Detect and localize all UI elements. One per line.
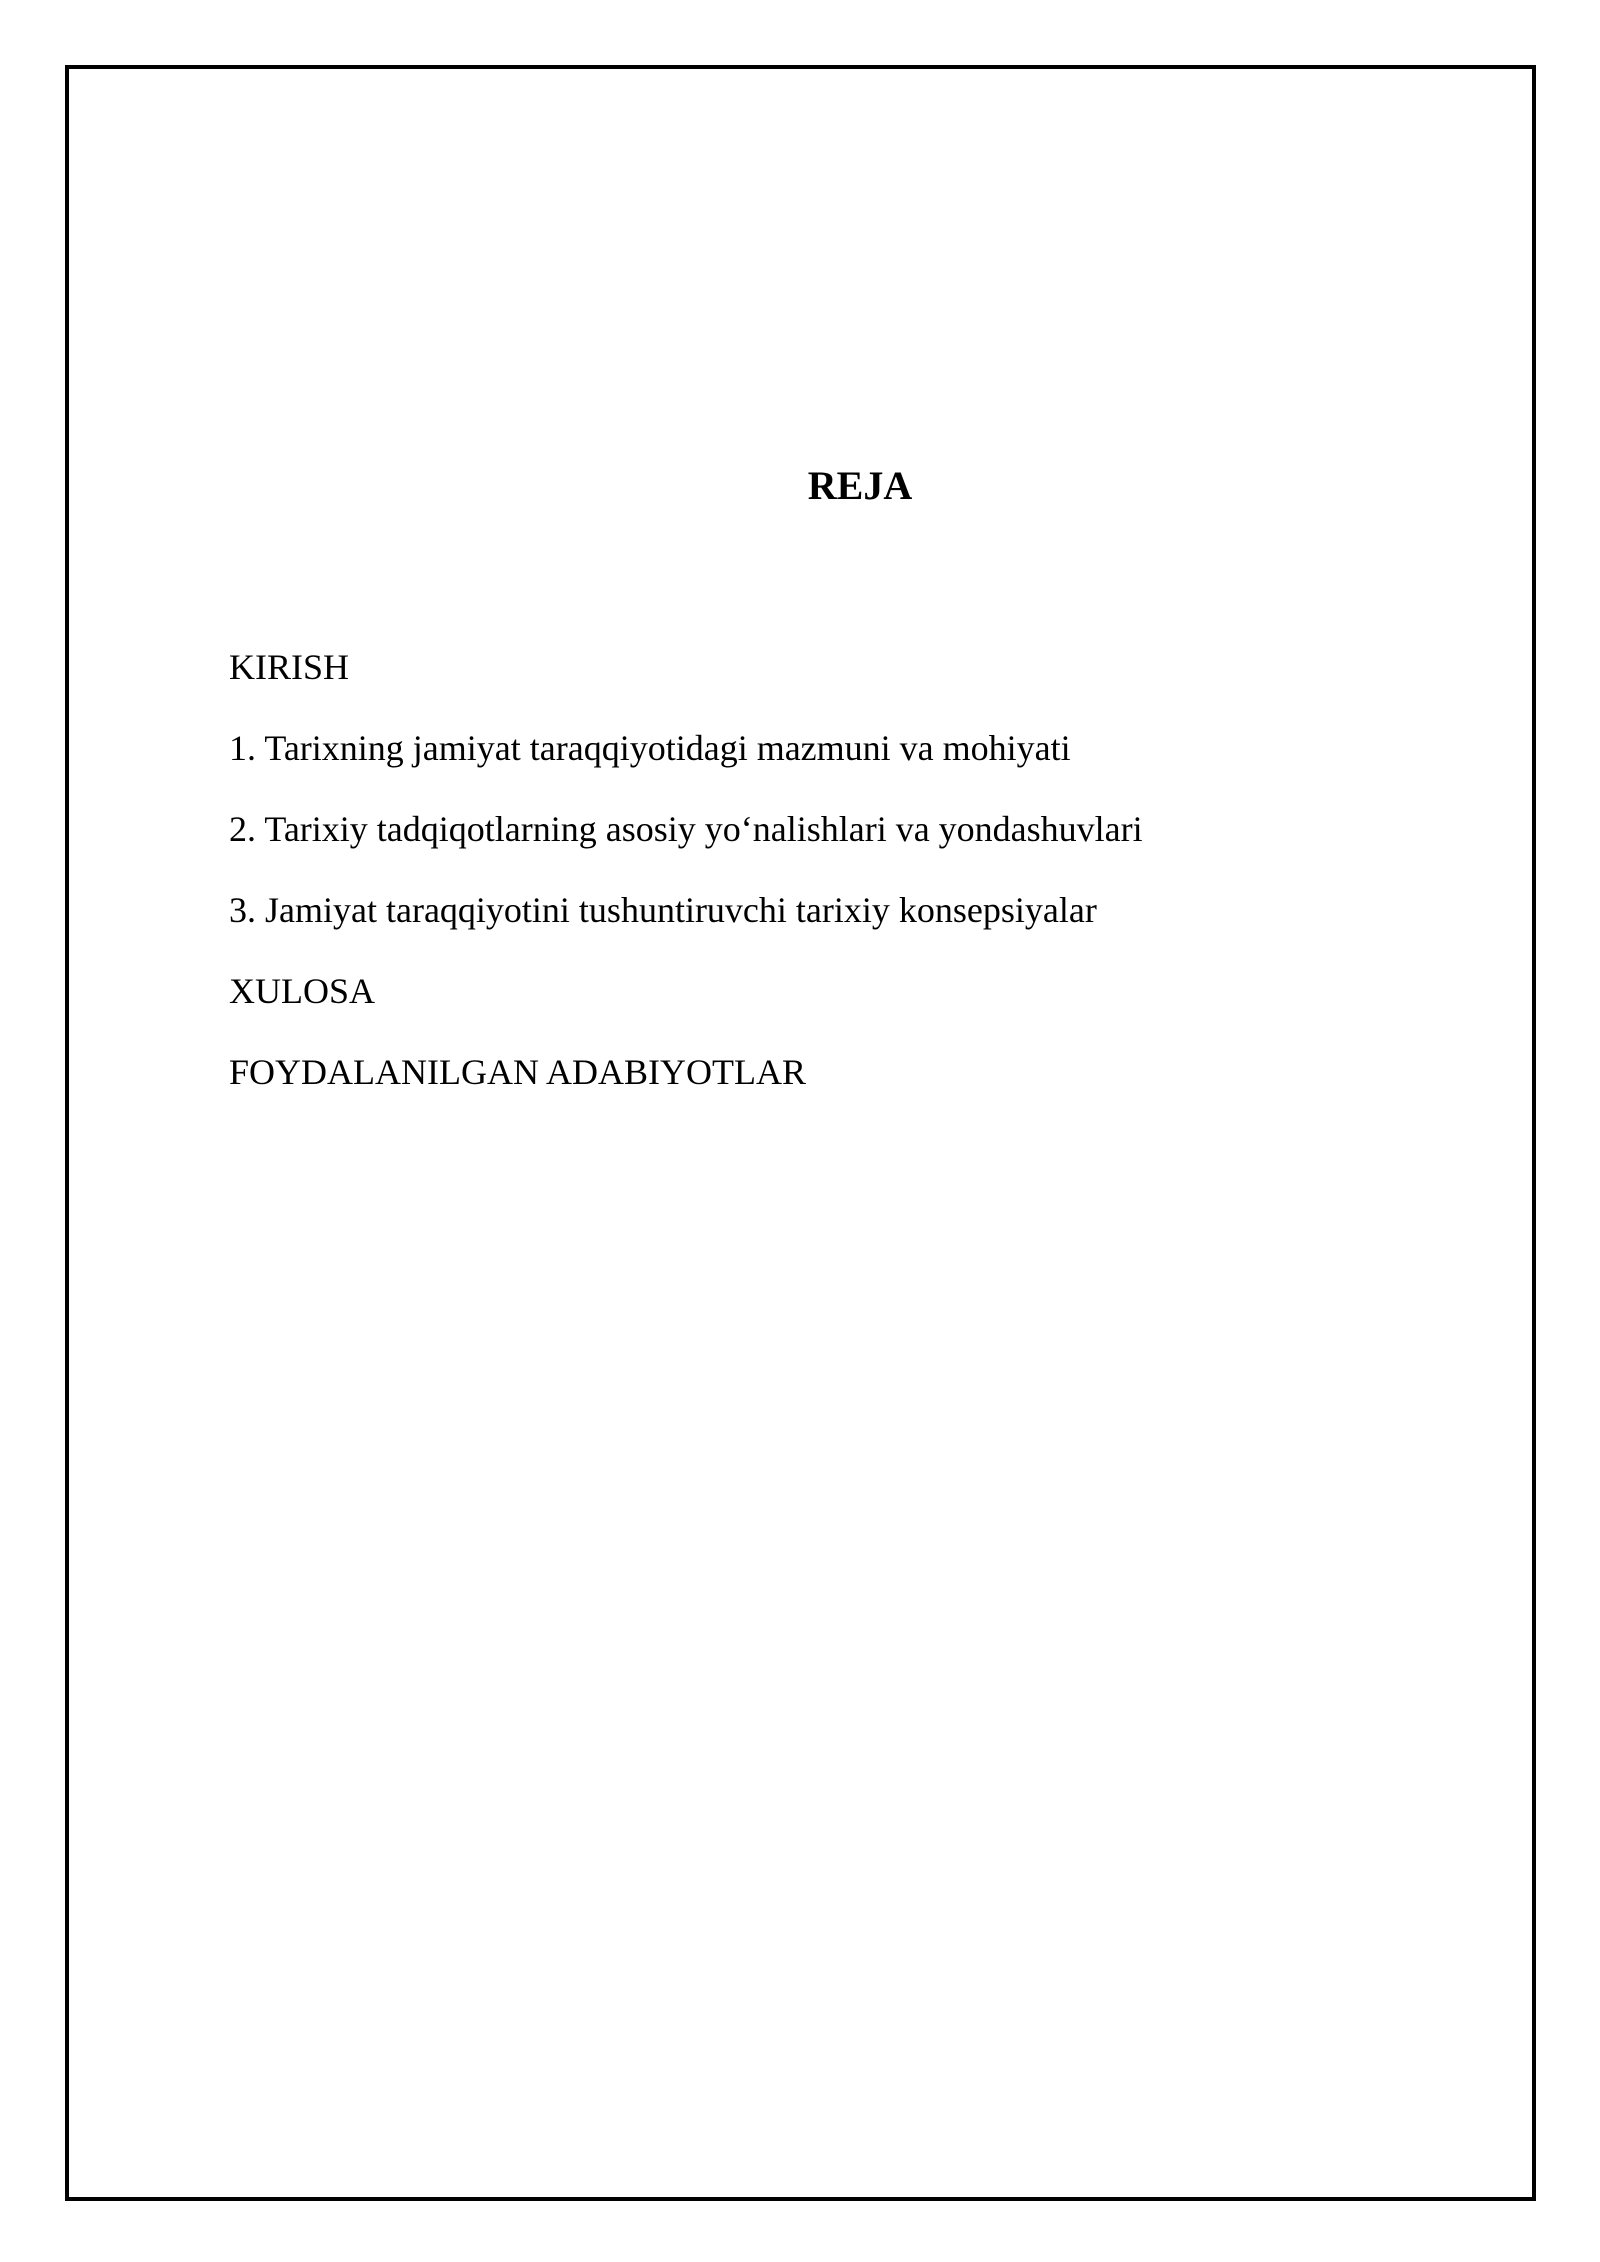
page-border bbox=[65, 65, 1536, 2201]
table-of-contents bbox=[229, 640, 1143, 1126]
toc-item-chapter-2: 2. Tarixiy tadqiqotlarning asosiy yo‘nalishlari va yondashuvlari bbox=[229, 809, 1143, 849]
toc-item-chapter-3: 3. Jamiyat taraqqiyotini tushuntiruvchi tarixiy konsepsiyalar bbox=[229, 890, 1097, 930]
toc-item-references: FOYDALANILGAN ADABIYOTLAR bbox=[229, 1052, 806, 1092]
toc-item-chapter-1: 1. Tarixning jamiyat taraqqiyotidagi mazmuni va mohiyati bbox=[229, 728, 1071, 768]
page-title: REJA bbox=[807, 463, 913, 508]
toc-item-introduction: KIRISH bbox=[229, 647, 350, 687]
toc-item-conclusion: XULOSA bbox=[229, 971, 376, 1011]
